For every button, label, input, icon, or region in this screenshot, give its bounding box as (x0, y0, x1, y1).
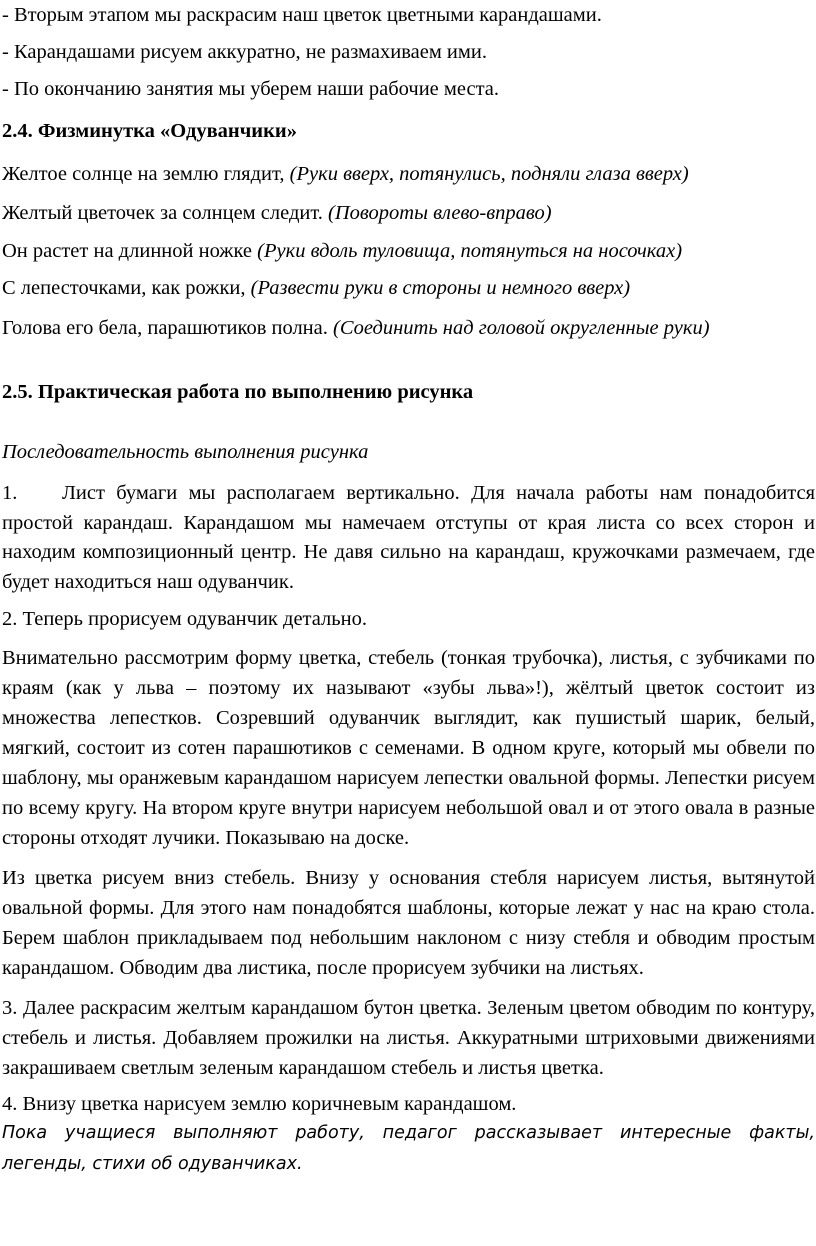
section-2-4-heading: 2.4. Физминутка «Одуванчики» (2, 120, 297, 142)
exercise-line-text: С лепесточками, как рожки, (2, 277, 251, 299)
step-3-paragraph: 3. Далее раскрасим желтым карандашом бутон цветка. Зеленым цветом обводим по контуру, стебель и листья. Добавляем прожилки на листья. Аккуратными штриховыми движениями закрашиваем светлым зеленым карандашом стебель и листья цветка. (2, 997, 815, 1079)
exercise-line-note: (Руки вверх, потянулись, подняли глаза вверх) (289, 163, 689, 185)
intro-block (2, 2, 815, 103)
exercise-line-note: (Повороты влево-вправо) (328, 202, 552, 224)
exercise-line-text: Он растет на длинной ножке (2, 240, 258, 262)
sequence-subheading: Последовательность выполнения рисунка (2, 441, 369, 463)
exercise-line-3 (2, 238, 815, 265)
exercise-line-note: (Развести руки в стороны и немного вверх) (250, 277, 631, 299)
closing-paragraph: Пока учащиеся выполняют работу, педагог рассказывает интересные факты, легенды, стихи об одуванчиках. (2, 1123, 815, 1174)
step-4-paragraph: 4. Внизу цветка нарисуем землю коричневым карандашом. (2, 1093, 517, 1115)
step-1-number: 1. (2, 482, 18, 504)
stem-description-paragraph: Из цветка рисуем вниз стебель. Внизу у основания стебля нарисуем листья, вытянутой овальной формы. Для этого нам понадобятся шаблоны, которые лежат у нас на краю стола. Берем шаблон прикладываем под небольшим наклоном с низу стебля и обводим простым карандашом. Обводим два листика, после прорисуем зубчики на листьях. (2, 867, 815, 979)
section-2-5-heading: 2.5. Практическая работа по выполнению рисунка (2, 381, 474, 403)
document-page (0, 2, 816, 1246)
exercise-line-text: Желтый цветочек за солнцем следит. (2, 202, 329, 224)
exercise-line-5 (2, 313, 815, 343)
intro-line-1: - Вторым этапом мы раскрасим наш цветок цветными карандашами. (2, 4, 602, 26)
exercise-line-1 (2, 161, 815, 188)
exercise-line-note: (Руки вдоль туловища, потянуться на носочках) (257, 240, 683, 262)
form-description-paragraph: Внимательно рассмотрим форму цветка, стебель (тонкая трубочка), листья, с зубчиками по краям (как у льва – поэтому их называют «зубы льва»!), жёлтый цветок состоит из множества лепестков. Созревший одуванчик выглядит, как пушистый шарик, белый, мягкий, состоит из сотен парашютиков с семенами. В одном круге, который мы обвели по шаблону, мы оранжевым карандашом нарисуем лепестки овальной формы. Лепестки рисуем по всему кругу. На втором круге внутри нарисуем небольшой овал и от этого овала в разные стороны отходят лучики. Показываю на доске. (2, 647, 815, 849)
exercise-line-note: (Соединить над головой округленные руки) (333, 317, 710, 339)
exercise-line-2 (2, 200, 815, 227)
intro-line-3: - По окончанию занятия мы уберем наши рабочие места. (2, 78, 500, 100)
step-1-paragraph (2, 479, 815, 597)
intro-line-2: - Карандашами рисуем аккуратно, не размахиваем ими. (2, 41, 487, 63)
exercise-line-text: Желтое солнце на землю глядит, (2, 163, 290, 185)
exercise-line-4 (2, 275, 815, 302)
step-1-text: Лист бумаги мы располагаем вертикально. Для начала работы нам понадобится простой карандаш. Карандашом мы намечаем отступы от края листа со всех сторон и находим композиционный центр. Не давя сильно на карандаш, кружочками размечаем, где будет находиться наш одуванчик. (2, 482, 815, 593)
step-2-paragraph: 2. Теперь прорисуем одуванчик детально. (2, 608, 367, 630)
exercise-lines (2, 161, 815, 343)
exercise-line-text: Голова его бела, парашютиков полна. (2, 317, 334, 339)
